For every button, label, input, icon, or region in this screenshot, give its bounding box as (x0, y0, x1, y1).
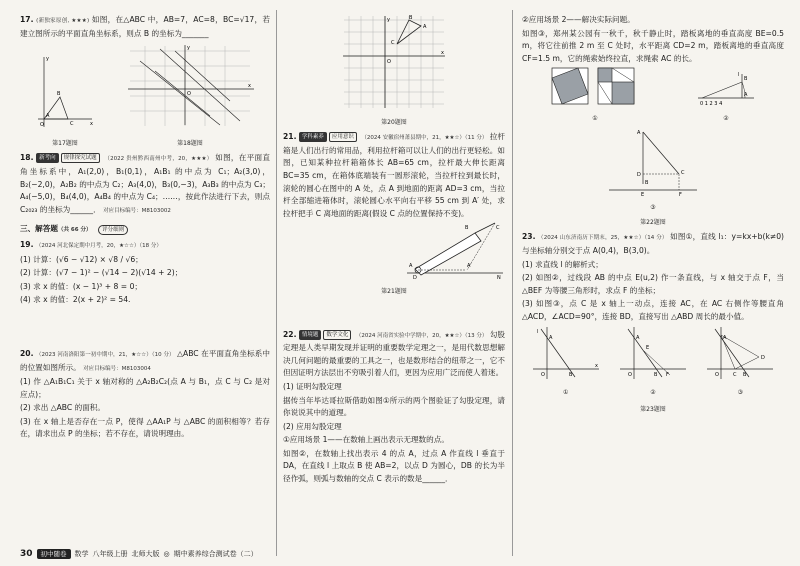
tag: 新考向 (36, 153, 59, 163)
svg-text:F: F (665, 371, 669, 378)
figure-caption: 第22题图 (640, 218, 666, 226)
svg-text:A: A (635, 334, 640, 341)
sub-question-text: 如图②，在数轴上找出表示 4 的点 A，过点 A 作直线 l 垂直于 DA，在直线 l 上取点 B 使 AB=2，以点 D 为圆心，DB 的长为半径作弧，则弧与数轴的交点 C 表示的数是 (283, 448, 505, 484)
figure-22-3 (603, 128, 703, 196)
figure-caption: 第23题图 (640, 405, 666, 413)
page-footer: 30 初中随卷 数学 八年级上册 北师大版 ◎ 期中素养综合测试卷（二） (20, 549, 258, 559)
question-number: 19. (20, 239, 34, 249)
question-source: （2024 山东济南历下期末，25，★★☆）（14 分） (538, 235, 668, 242)
question-source: （2024 河南省实验中学期中，20，★★☆）（13 分） (355, 332, 488, 339)
figure-22-2 (696, 66, 756, 106)
svg-text:C: C (391, 40, 395, 46)
question-text: 如图，在平面直角坐标系中，A₁(2,0)，B₁(0,1)，A₁B₁ 的中点为 C₁；A₂(3,0)，B₂(−2,0)，A₂B₂ 的中点为 C₂；A₃(4,0)，B₃(0,−3)，A₃B₃ 的中点为 C₃；A₄(−5,0)，B₄(4,0)，A₄B₄ 的中点为 C₄；……，按此作法进行下去，则点 C₂₀₂₃ 的坐标为 (20, 153, 270, 214)
figure-23-3 (705, 325, 775, 381)
svg-text:x: x (594, 362, 598, 369)
svg-text:E: E (641, 191, 645, 196)
svg-text:y: y (46, 56, 49, 63)
answer-space[interactable] (20, 308, 270, 348)
tag: 学科素养 (299, 132, 327, 142)
svg-text:y: y (387, 17, 390, 23)
svg-text:y: y (187, 45, 190, 52)
column-divider (276, 10, 277, 556)
sub-question-text: 据传当年毕达哥拉斯借助如图①所示的两个图验证了勾股定理，请你说说其中的道理。 (283, 395, 505, 418)
section-header: 三、解答题（共 66 分） 评分细则 (20, 223, 270, 237)
svg-text:B: B (465, 225, 469, 232)
svg-text:B: B (409, 15, 413, 21)
svg-text:B: B (568, 371, 573, 378)
target-code: 对应目标编号：M8103002 (103, 207, 171, 214)
question-text: 勾股定理是人类早期发现并证明的重要数学定理之一，是用代数思想解决几何问题的最重要的工具之一，也是数形结合的纽带之一，它不但因证明方法层出不穷吸引着人们，更因为应用广泛而使人着迷。 (283, 329, 506, 378)
svg-text:B: B (645, 179, 649, 186)
svg-text:O: O (715, 371, 720, 378)
expression: (√6 − √12) × √8 / √6 (55, 254, 136, 264)
series-badge: 初中随卷 (37, 549, 71, 559)
right-column (522, 14, 784, 418)
tag: 情境题 (299, 330, 322, 340)
expression: (√7 − 1)² − (√14 − 2)(√14 + 2)； (55, 268, 183, 278)
sub-question-text: 如图③，郑州某公园有一秋千，秋千静止时，踏板离地的垂直高度 BE=0.5 m，将它往前推 2 m 至 C 处时，水平距离 CD=2 m，踏板离地的垂直高度 CF=1.5 m，它的绳索始终拉直，求绳索 AC 的长。 (522, 28, 784, 63)
svg-text:F: F (679, 191, 682, 196)
question-source: （2024 河北保定期中月考，20，★☆☆）（18 分） (35, 242, 162, 249)
question-source: （2024 安徽宿州萧县期中，21，★★☆）（11 分） (361, 135, 488, 142)
question-18: 18. 新考向 规律探究试题 （2022 贵州黔西南州中考，20，★★★） 如图，在平面直角坐标系中，A₁(2,0)，B₁(0,1)，A₁B₁ 的中点为 C₁；A₂(3,0)，B₂(−2,0)，A₂B₂ 的中点为 C₂；A₃(4,0)，B₃(0,−3)，A₃B₃ 的中点为 C₃；A₄(−5,0)，B₄(4,0)，A₄B₄ 的中点为 C₄；……，按此作法进行下去，则点 C₂₀₂₃ 的坐标为______． 对应目标编号：M8103002 (20, 153, 270, 214)
question-22-cont (522, 14, 784, 229)
question-text: 拉杆箱是人们出行的常用品，利用拉杆箱可以让人们的出行更轻松。如图，已知某种拉杆箱箱体长 AB=65 cm，拉杆最大伸长距离 BC=35 cm，在箱体底端装有一圆形滚轮，当拉杆拉到最长时，滚轮的圆心在图中的 A 处，点 A 到地面的距离 AD=3 cm，当拉杆全部缩进箱体时，滚轮圆心水平向右平移 55 cm 到 A′ 处，求拉杆把手 C 离地面的距离(假设 C 点的位置保持不变)。 (283, 132, 505, 218)
figure-caption: 第17题图 (52, 139, 78, 147)
tag: 应用意识 (329, 132, 357, 142)
figure-caption: 第21题图 (381, 287, 407, 295)
sub-question: (1) 证明勾股定理 (283, 381, 342, 391)
left-column (20, 14, 270, 442)
figure-22-1 (550, 66, 640, 106)
column-divider (512, 10, 513, 556)
sub-question: ②应用场景 2——解决实际问题。 (522, 15, 635, 24)
svg-text:E: E (645, 344, 650, 351)
sub-question: (4) 求 x 的值：2(x + 2)² = 54. (20, 295, 131, 305)
figure-20-wrap (283, 14, 505, 129)
svg-text:O: O (187, 91, 191, 98)
svg-text:x: x (90, 121, 93, 128)
svg-text:B: B (744, 76, 748, 83)
svg-text:A′: A′ (467, 263, 472, 270)
figures-17-18 (20, 41, 270, 152)
svg-text:0 1 2 3 4: 0 1 2 3 4 (700, 101, 723, 107)
figure-20 (339, 14, 449, 110)
svg-text:O: O (40, 122, 44, 129)
svg-text:l: l (536, 328, 539, 335)
question-number: 20. (20, 348, 34, 358)
svg-text:x: x (441, 50, 444, 56)
svg-text:A: A (637, 129, 641, 136)
svg-text:A: A (409, 263, 413, 270)
svg-text:B: B (57, 91, 61, 98)
svg-text:C: C (681, 169, 685, 176)
question-source: （2022 贵州黔西南州中考，20，★★★） (104, 156, 213, 163)
svg-text:D: D (413, 275, 417, 280)
question-text: △ABC 在平面直角坐标系中的位置如图所示。 (20, 348, 271, 372)
svg-text:B: B (653, 371, 658, 378)
sub-question: (3) 如图③，点 C 是 x 轴上一动点，连接 AC，在 AC 右侧作等腰直角 △ACD，∠ACD=90°，连接 BD，直接写出 △ABD 周长的最小值。 (522, 299, 784, 321)
svg-text:l: l (738, 72, 740, 79)
figure-22-3-wrap: A B C D E F ③ 第22题图 (522, 128, 784, 230)
sub-question: (3) 求 x 的值：(x − 1)³ + 8 = 0； (20, 281, 142, 291)
figures-23: O B A l x ① O B F E A ② O C B D A ③ (522, 325, 784, 402)
question-text: 如图，在△ABC 中，AB=7，AC=8，BC=√17，若建立图所示的平面直角坐标系，则点 B 的坐标为 (20, 15, 270, 38)
figures-22: ① 0 1 2 3 4 B A l ② (522, 66, 784, 127)
svg-text:A: A (744, 92, 748, 99)
tag: 规律探究试题 (61, 153, 100, 163)
circle-icon: ◎ (163, 550, 170, 558)
svg-text:C: C (496, 225, 500, 232)
svg-text:A: A (423, 24, 427, 30)
question-23 (522, 231, 784, 416)
figure-17 (30, 51, 100, 131)
svg-text:C: C (733, 371, 737, 378)
figure-18 (120, 41, 260, 131)
scoring-badge[interactable]: 评分细则 (98, 225, 128, 235)
sub-question: (2) 如图②，过线段 AB 的中点 E(u,2) 作一条直线，与 x 轴交于点 F，当 △BEF 为等腰三角形时，求点 F 的坐标； (522, 273, 784, 295)
question-text: 如图①，直线 l₁：y=kx+b(k≠0) 与坐标轴分别交于点 A(0,4)，B(3,0)。 (522, 232, 785, 255)
question-19: 19. （2024 河北保定期中月考，20，★☆☆）（18 分） (1) 计算：(√6 − √12) × √8 / √6； (2) 计算：(√7 − 1)² − (√14 − 2)(√14 + 2)； (3) 求 x 的值：(x − 1)³ + 8 = 0； (4) 求 x 的值：2(x + 2)² = 54. (20, 239, 270, 348)
question-21 (283, 131, 505, 328)
figure-caption: 第20题图 (381, 118, 407, 126)
svg-text:N: N (497, 275, 501, 280)
question-source: (新独家原创, ★★★) (36, 18, 90, 24)
svg-text:x: x (248, 83, 251, 90)
answer-space[interactable] (283, 301, 505, 329)
svg-text:A: A (548, 334, 553, 341)
svg-text:C: C (70, 121, 74, 128)
question-22: 22. 情境题 数学文化 （2024 河南省实验中学期中，20，★★☆）（13 分） 勾股定理是人类早期发现并证明的重要数学定理之一，是用代数思想解决几何问题的最重要的工具之一，也是数形结合的纽带之一，它不但因证明方法层出不穷吸引着人们，更因为应用广泛而使人着迷。 (1) 证明勾股定理 据传当年毕达哥拉斯借助如图①所示的两个图验证了勾股定理，请你说说其中的道理。 (2) 应用勾股定理 ①应用场景 1——在数轴上画出表示无理数的点。 如图②，在数轴上找出表示 4 的点 A，过点 A 作直线 l 垂直于 DA，在直线 l 上取点 B 使 AB=2，以点 D 为圆心，DB 的长为半径作弧，则弧与数轴的交点 C 表示的数是______． (283, 329, 506, 484)
sub-question: (1) 作 △A₁B₁C₁ 关于 x 轴对称的 △A₂B₂C₂(点 A 与 B₁，点 C 与 C₂ 是对应点)； (20, 377, 270, 399)
question-20 (20, 348, 270, 441)
svg-text:O: O (627, 371, 632, 378)
figure-21 (405, 221, 505, 279)
svg-text:D: D (637, 171, 641, 178)
figure-23-1 (531, 325, 601, 381)
figure-caption: 第18题图 (177, 139, 203, 147)
svg-text:O: O (387, 59, 391, 65)
page-number: 30 (20, 549, 33, 559)
question-number: 22. (283, 329, 297, 339)
svg-text:B: B (743, 371, 747, 378)
question-source: （2023 河南洛阳第一初中期中，21，★☆☆）（10 分） (35, 351, 175, 358)
svg-text:A: A (723, 334, 727, 341)
sub-question: (1) 求直线 l 的解析式； (522, 259, 603, 269)
sub-question: (2) 求出 △ABC 的面积。 (20, 403, 105, 413)
target-code: 对应目标编号：M8103004 (83, 365, 151, 372)
tag: 数学文化 (323, 330, 351, 340)
sub-question: ①应用场景 1——在数轴上画出表示无理数的点。 (283, 435, 449, 445)
sub-question: (3) 在 x 轴上是否存在一点 P，使得 △AA₁P 与 △ABC 的面积相等？若存在，请求出点 P 的坐标；若不存在，请说明理由。 (20, 416, 270, 439)
question-17: 17. (新独家原创, ★★★) 如图，在△ABC 中，AB=7，AC=8，BC=√17，若建立图所示的平面直角坐标系，则点 B 的坐标为_______ O C B A x y 第17题图 x y O 第18题图 (20, 14, 270, 152)
sub-question: (2) 应用勾股定理 (283, 421, 342, 431)
figure-21-wrap (283, 221, 505, 298)
question-number: 21. (283, 132, 297, 142)
svg-text:O: O (540, 371, 545, 378)
question-number: 18. (20, 153, 34, 163)
question-number: 17. (20, 15, 34, 24)
svg-text:A: A (46, 113, 50, 120)
test-title: 期中素养综合测试卷（二） (173, 550, 258, 558)
question-number: 23. (522, 232, 536, 242)
middle-column (283, 14, 505, 487)
figure-23-2 (618, 325, 688, 381)
svg-text:D: D (761, 354, 766, 361)
